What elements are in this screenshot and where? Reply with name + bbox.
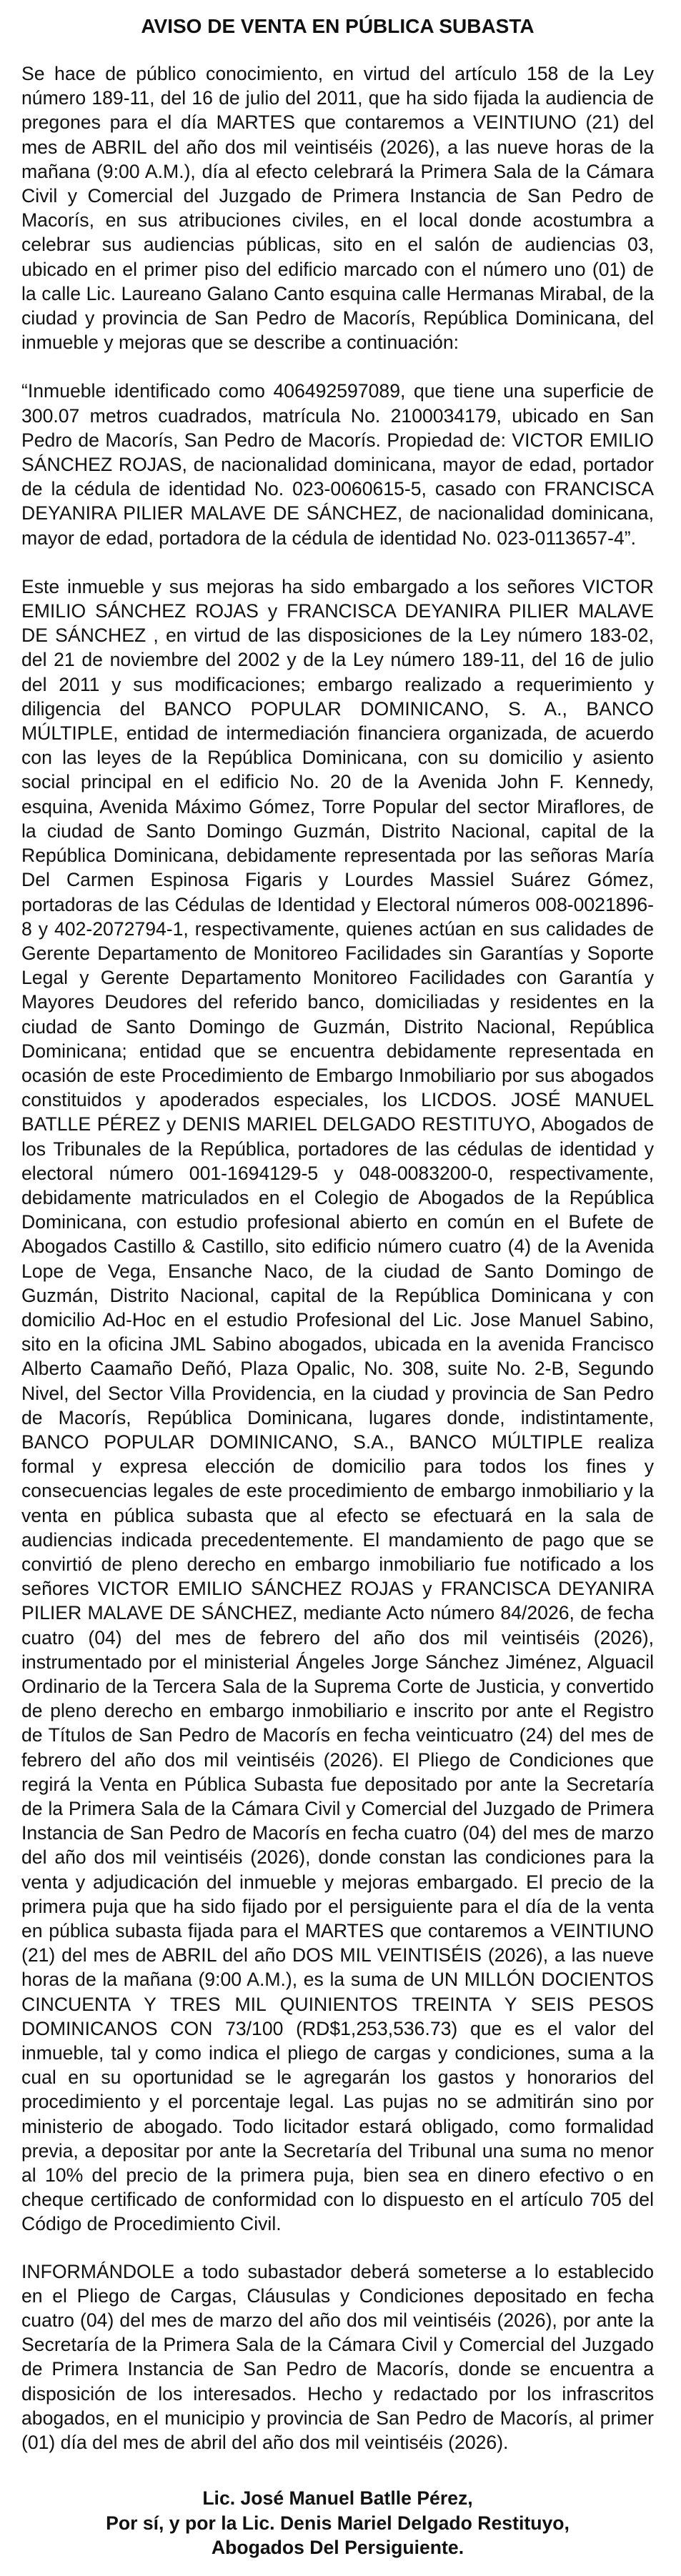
- signature-line-co-attorney: Por sí, y por la Lic. Denis Mariel Delgado Restituyo,: [106, 2512, 570, 2534]
- notice-paragraph-property-description: “Inmueble identificado como 406492597089, que tiene una superficie de 300.07 metros cuadrados, matrícula No. 2100034179, ubicado en San Pedro de Macorís, San Pedro de Macorís. Propiedad de: VICTOR EMILIO SÁNCHEZ ROJAS, de nacionalidad dominicana, mayor de edad, portador de la cédula de identidad No. 023-0060615-5, casado con FRANCISCA DEYANIRA PILIER MALAVE DE SÁNCHEZ, de nacionalidad dominicana, mayor de edad, portadora de la cédula de identidad No. 023-0113657-4”.: [21, 380, 654, 549]
- notice-paragraph-announcement: Se hace de público conocimiento, en virtud del artículo 158 de la Ley número 189-11, del 16 de julio del 2011, que ha sido fijada la audiencia de pregones para el día MARTES que contaremos a VEINTIUNO (21) del mes de ABRIL del año dos mil veintiséis (2026), a las nueve horas de la mañana (9:00 A.M.), día al efecto celebrará la Primera Sala de la Cámara Civil y Comercial del Juzgado de Primera Instancia de San Pedro de Macorís, en sus atribuciones civiles, en el local donde acostumbra a celebrar sus audiencias públicas, sito en el salón de audiencias 03, ubicado en el primer piso del edificio marcado con el número uno (01) de la calle Lic. Laureano Galano Canto esquina calle Hermanas Mirabal, de la ciudad y provincia de San Pedro de Macorís, República Dominicana, del inmueble y mejoras que se describe a continuación:: [21, 63, 654, 354]
- signature-block: [21, 2486, 654, 2560]
- signature-line-attorney: Lic. José Manuel Batlle Pérez,: [202, 2487, 473, 2510]
- signature-line-role: Abogados Del Persiguiente.: [211, 2536, 464, 2558]
- notice-paragraph-bidder-information: INFORMÁNDOLE a todo subastador deberá someterse a lo establecido en el Pliego de Cargas, Cláusulas y Condiciones depositado en fecha cuatro (04) del mes de marzo del año dos mil veintiséis (2026), por ante la Secretaría de la Primera Sala de la Cámara Civil y Comercial del Juzgado de Primera Instancia de San Pedro de Macorís, donde se encuentra a disposición de los interesados. Hecho y redactado por los infrascritos abogados, en el municipio y provincia de San Pedro de Macorís, al primer (01) día del mes de abril del año dos mil veintiséis (2026).: [21, 2260, 654, 2454]
- notice-paragraph-seizure-details: Este inmueble y sus mejoras ha sido embargado a los señores VICTOR EMILIO SÁNCHEZ ROJAS y FRANCISCA DEYANIRA PILIER MALAVE DE SÁNCHEZ , en virtud de las disposiciones de la Ley número 183-02, del 21 de noviembre del 2002 y de la Ley número 189-11, del 16 de julio del 2011 y sus modificaciones; embargo realizado a requerimiento y diligencia del BANCO POPULAR DOMINICANO, S. A., BANCO MÚLTIPLE, entidad de intermediación financiera organizada, de acuerdo con las leyes de la República Dominicana, con su domicilio y asiento social principal en el edificio No. 20 de la Avenida John F. Kennedy, esquina, Avenida Máximo Gómez, Torre Popular del sector Miraflores, de la ciudad de Santo Domingo Guzmán, Distrito Nacional, capital de la República Dominicana, debidamente representada por las señoras María Del Carmen Espinosa Figaris y Lourdes Massiel Suárez Gómez, portadoras de las Cédulas de Identidad y Electoral números 008-0021896-8 y 402-2072794-1, respectivamente, quienes actúan en sus calidades de Gerente Departamento de Monitoreo Facilidades sin Garantías y Soporte Legal y Gerente Departamento Monitoreo Facilidades con Garantía y Mayores Deudores del referido banco, domiciliadas y residentes en la ciudad de Santo Domingo de Guzmán, Distrito Nacional, República Dominicana; entidad que se encuentra debidamente representada en ocasión de este Procedimiento de Embargo Inmobiliario por sus abogados constituidos y apoderados especiales, los LICDOS. JOSÉ MANUEL BATLLE PÉREZ y DENIS MARIEL DELGADO RESTITUYO, Abogados de los Tribunales de la República, portadores de las cédulas de identidad y electoral número 001-1694129-5 y 048-0083200-0, respectivamente, debidamente matriculados en el Colegio de Abogados de la República Dominicana, con estudio profesional abierto en común en el Bufete de Abogados Castillo & Castillo, sito edificio número cuatro (4) de la Avenida Lope de Vega, Ensanche Naco, de la ciudad de Santo Domingo de Guzmán, Distrito Nacional, capital de la República Dominicana y con domicilio Ad-Hoc en el estudio Profesional del Lic. Jose Manuel Sabino, sito en la oficina JML Sabino abogados, ubicada en la avenida Francisco Alberto Caamaño Deñó, Plaza Opalic, No. 308, suite No. 2-B, Segundo Nivel, del Sector Villa Providencia, en la ciudad y provincia de San Pedro de Macorís, República Dominicana, lugares donde, indistintamente, BANCO POPULAR DOMINICANO, S.A., BANCO MÚLTIPLE realiza formal y expresa elección de domicilio para todos los fines y consecuencias legales de este procedimiento de embargo inmobiliario y la venta en pública subasta que al efecto se efectuará en la sala de audiencias indicada precedentemente. El mandamiento de pago que se convirtió de pleno derecho en embargo inmobiliario fue notificado a los señores VICTOR EMILIO SÁNCHEZ ROJAS y FRANCISCA DEYANIRA PILIER MALAVE DE SÁNCHEZ, mediante Acto número 84/2026, de fecha cuatro (04) del mes de febrero del año dos mil veintiséis (2026), instrumentado por el ministerial Ángeles Jorge Sánchez Jiménez, Alguacil Ordinario de la Tercera Sala de la Suprema Corte de Justicia, y convertido de pleno derecho en embargo inmobiliario e inscrito por ante el Registro de Títulos de San Pedro de Macorís en fecha veinticuatro (24) del mes de febrero del año dos mil veintiséis (2026). El Pliego de Condiciones que regirá la Venta en Pública Subasta fue depositado por ante la Secretaría de la Primera Sala de la Cámara Civil y Comercial del Juzgado de Primera Instancia de San Pedro de Macorís en fecha cuatro (04) del mes de marzo del año dos mil veintiséis (2026), donde constan las condiciones para la venta y adjudicación del inmueble y mejoras embargado. El precio de la primera puja que ha sido fijado por el persiguiente para el día de la venta en pública subasta fijada para el MARTES que contaremos a VEINTIUNO (21) del mes de ABRIL del año DOS MIL VEINTISÉIS (2026), a las nueve horas de la mañana (9:00 A.M.), es la suma de UN MILLÓN DOCIENTOS CINCUENTA Y TRES MIL QUINIENTOS TREINTA Y SEIS PESOS DOMINICANOS CON 73/100 (RD$1,253,536.73) que es el valor del inmueble, tal y como indica el pliego de cargas y condiciones, suma a la cual en su oportunidad se le agregarán los gastos y honorarios del procedimiento y el porcentaje legal. Las pujas no se admitirán sino por ministerio de abogado. Todo licitador estará obligado, como formalidad previa, a depositar por ante la Secretaría del Tribunal una suma no menor al 10% del precio de la primera puja, bien sea en dinero efectivo o en cheque certificado de conformidad con lo dispuesto en el artículo 705 del Código de Procedimiento Civil.: [21, 575, 654, 2235]
- notice-title: AVISO DE VENTA EN PÚBLICA SUBASTA: [141, 15, 535, 37]
